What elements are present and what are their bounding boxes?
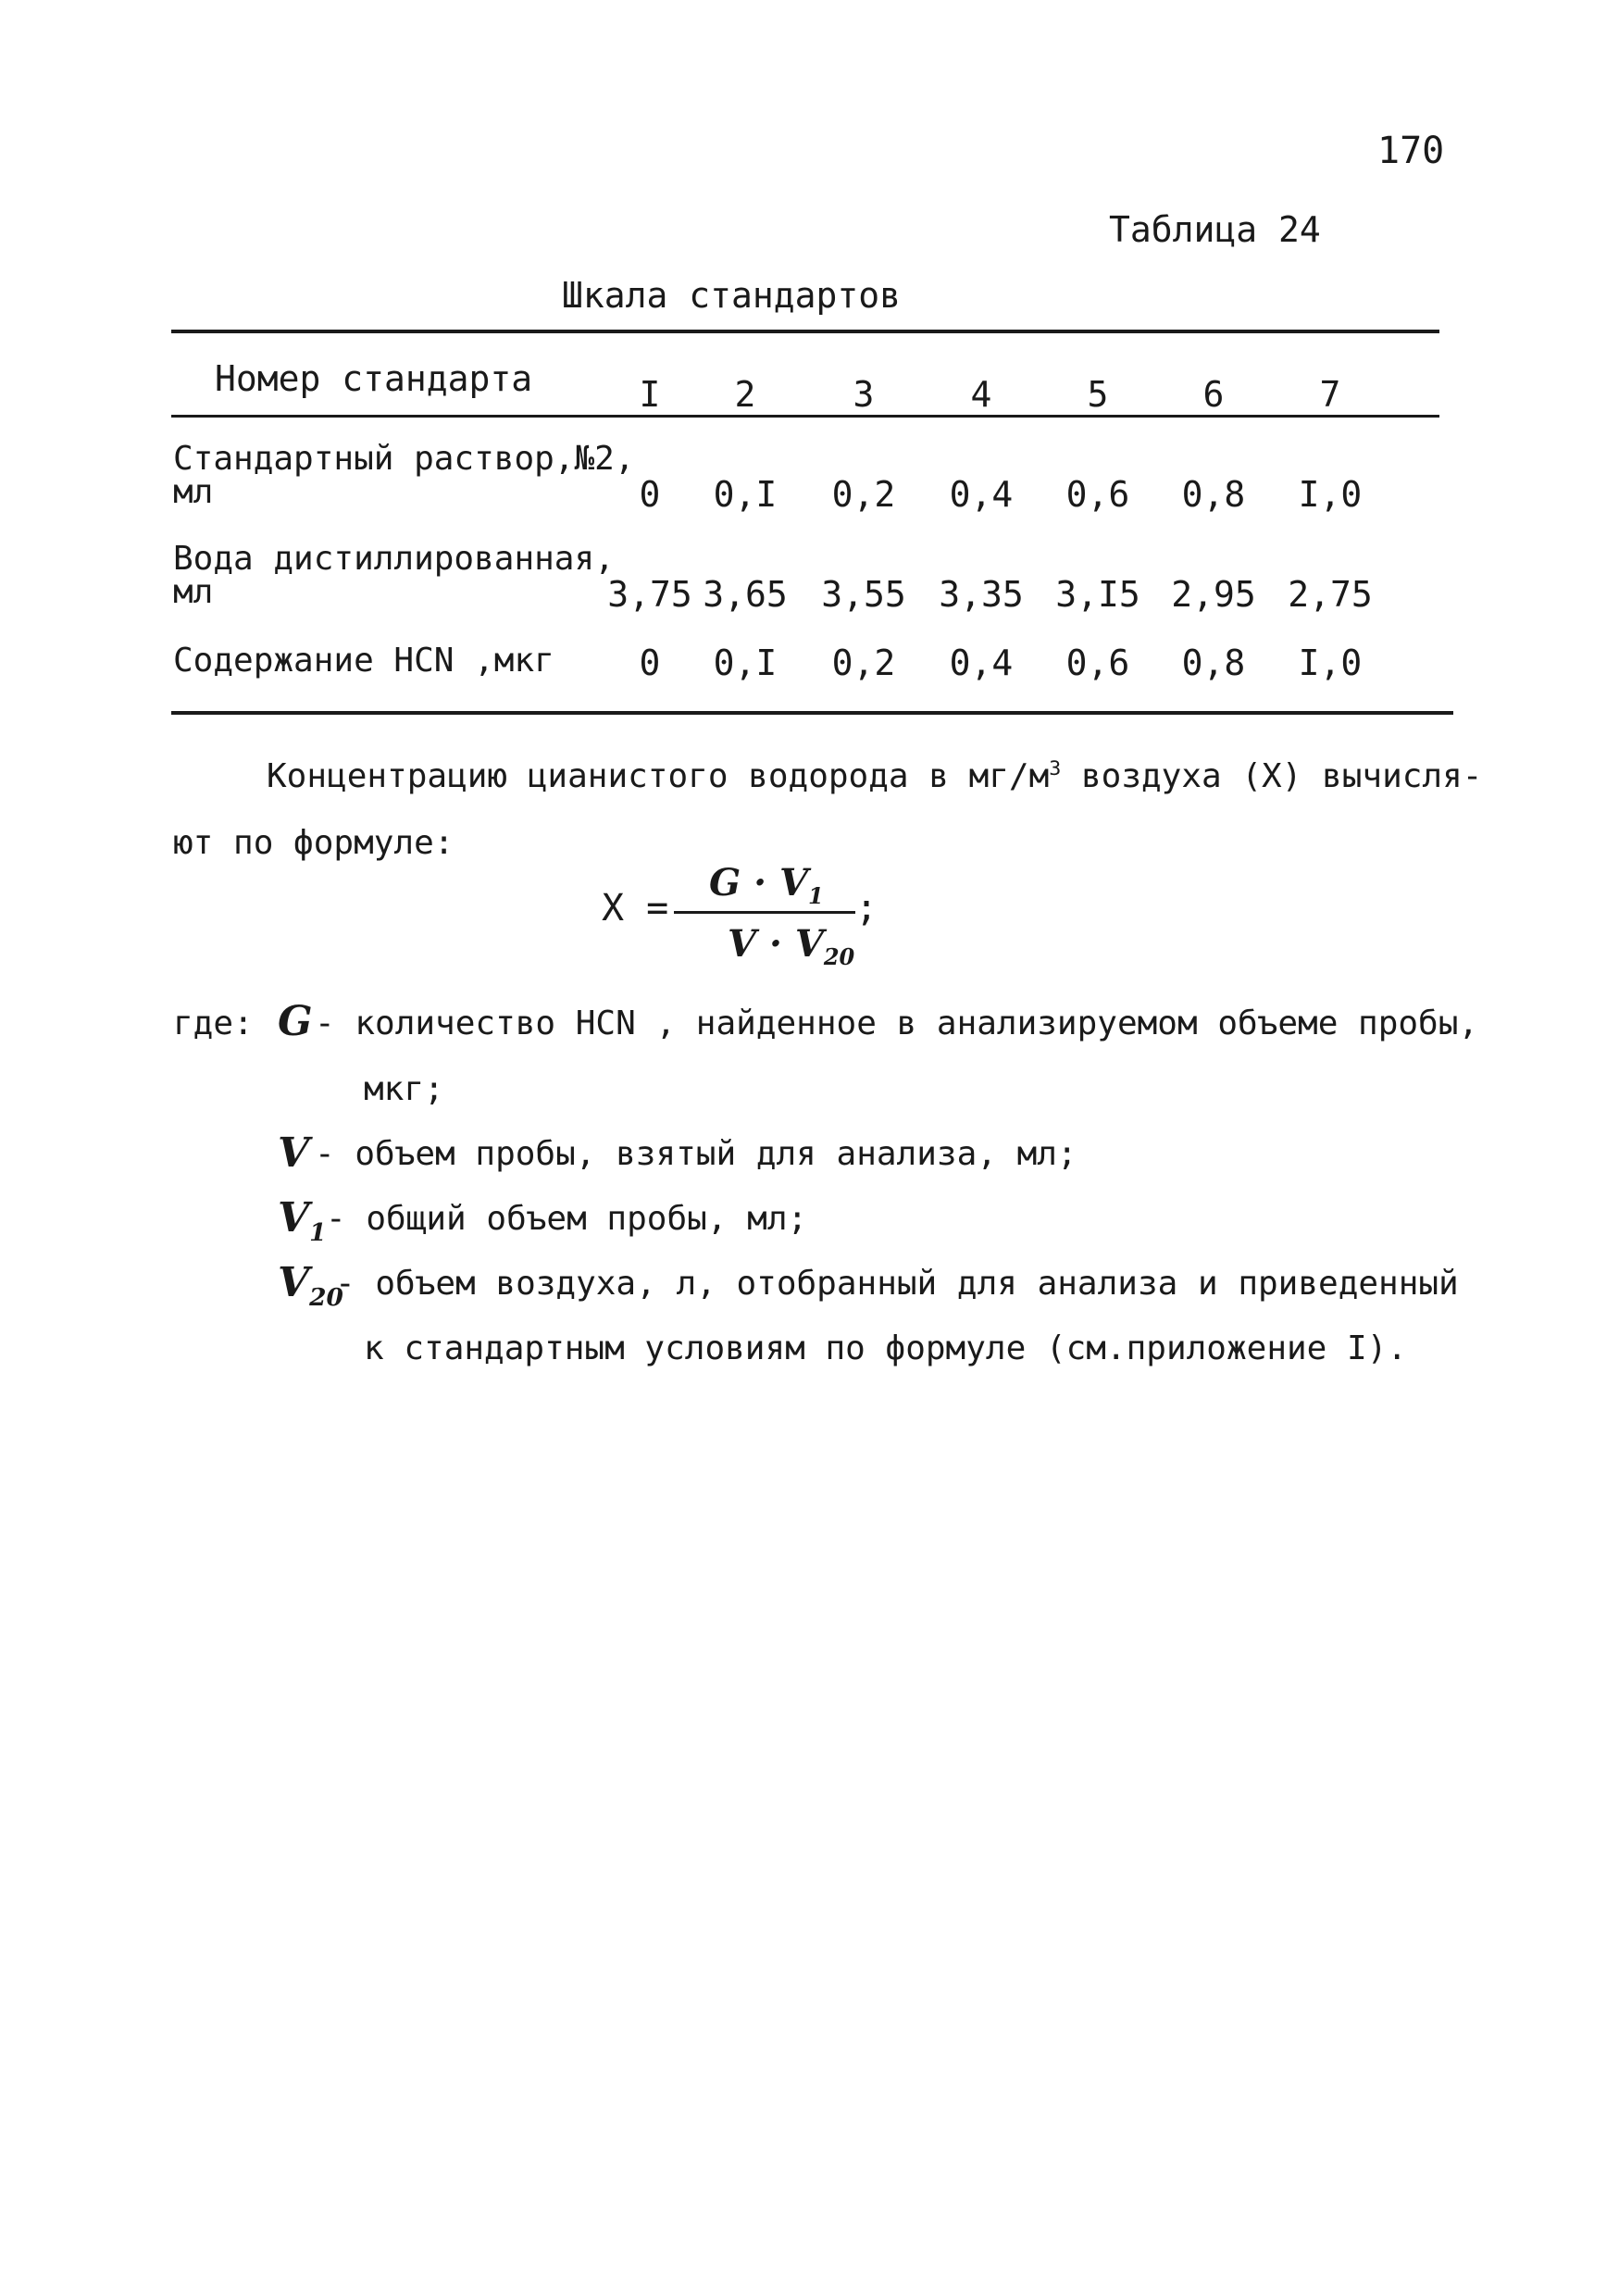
formula-numerator: $G \cdot V_1$ [709,861,824,909]
fraction-bar [674,911,855,914]
definition-line: - объем пробы, взятый для анализа, мл; [315,1135,1077,1173]
formula-lhs: X = [602,887,669,930]
table-cell: 0,8 [1181,643,1246,683]
column-header: 6 [1202,374,1225,415]
table-row-label: Содержание HCN ,мкг [173,642,554,680]
table-header-label: Номер стандарта [215,358,533,399]
symbol-v1: $V_1$ [278,1194,327,1247]
table-cell: 0,2 [831,474,896,515]
table-cell: 3,55 [821,574,906,615]
table-cell: 0,4 [949,474,1014,515]
formula-end: ; [855,887,878,930]
table-cell: 0,I [713,643,778,683]
column-header: 5 [1087,374,1109,415]
where-label: где: [173,1004,254,1042]
paragraph-line: Концентрацию цианистого водорода в $мг/м^3$ воздуха (X) вычисля- [267,757,1483,795]
column-header: 2 [734,374,756,415]
table-cell: 0,2 [831,643,896,683]
table-cell: 3,35 [939,574,1024,615]
table-title: Шкала стандартов [562,275,902,316]
table-cell: 0,4 [949,643,1014,683]
definition-line: - количество HCN , найденное в анализируемом объеме пробы, [315,1004,1479,1042]
column-header: I [639,374,661,415]
page-number: 170 [1377,130,1445,172]
table-cell: 0 [639,643,661,683]
table-cell: 0,I [713,474,778,515]
definition-line: мкг; [364,1070,444,1108]
table-cell: I,0 [1298,643,1363,683]
table-cell: 2,95 [1171,574,1256,615]
table-bottom-rule [171,711,1453,715]
definition-line: - объем воздуха, л, отобранный для анализа и приведенный [335,1265,1459,1303]
symbol-v20: $V_{20}$ [278,1259,343,1312]
column-header: 3 [853,374,875,415]
table-cell: 3,I5 [1055,574,1140,615]
symbol-v: V [278,1129,310,1177]
table-cell: I,0 [1298,474,1363,515]
table-cell: 3,75 [607,574,692,615]
symbol-g: G [278,998,313,1045]
paragraph-line: ют по формуле: [173,824,455,862]
formula-denominator: $V \cdot V_{20}$ [728,922,855,970]
table-label: Таблица 24 [1109,209,1321,250]
table-top-rule [171,330,1439,333]
table-cell: 0,8 [1181,474,1246,515]
definition-line: к стандартным условиям по формуле (см.приложение I). [364,1329,1408,1367]
table-row-label: Стандартный раствор,№2, мл [173,440,635,511]
table-cell: 0,6 [1065,474,1130,515]
table-cell: 3,65 [703,574,788,615]
table-row-label: Вода дистиллированная, мл [173,540,615,611]
definition-line: - общий объем пробы, мл; [326,1200,808,1238]
table-cell: 0,6 [1065,643,1130,683]
column-header: 7 [1319,374,1341,415]
table-cell: 2,75 [1288,574,1373,615]
column-header: 4 [970,374,992,415]
table-cell: 0 [639,474,661,515]
table-header-rule [171,415,1439,418]
